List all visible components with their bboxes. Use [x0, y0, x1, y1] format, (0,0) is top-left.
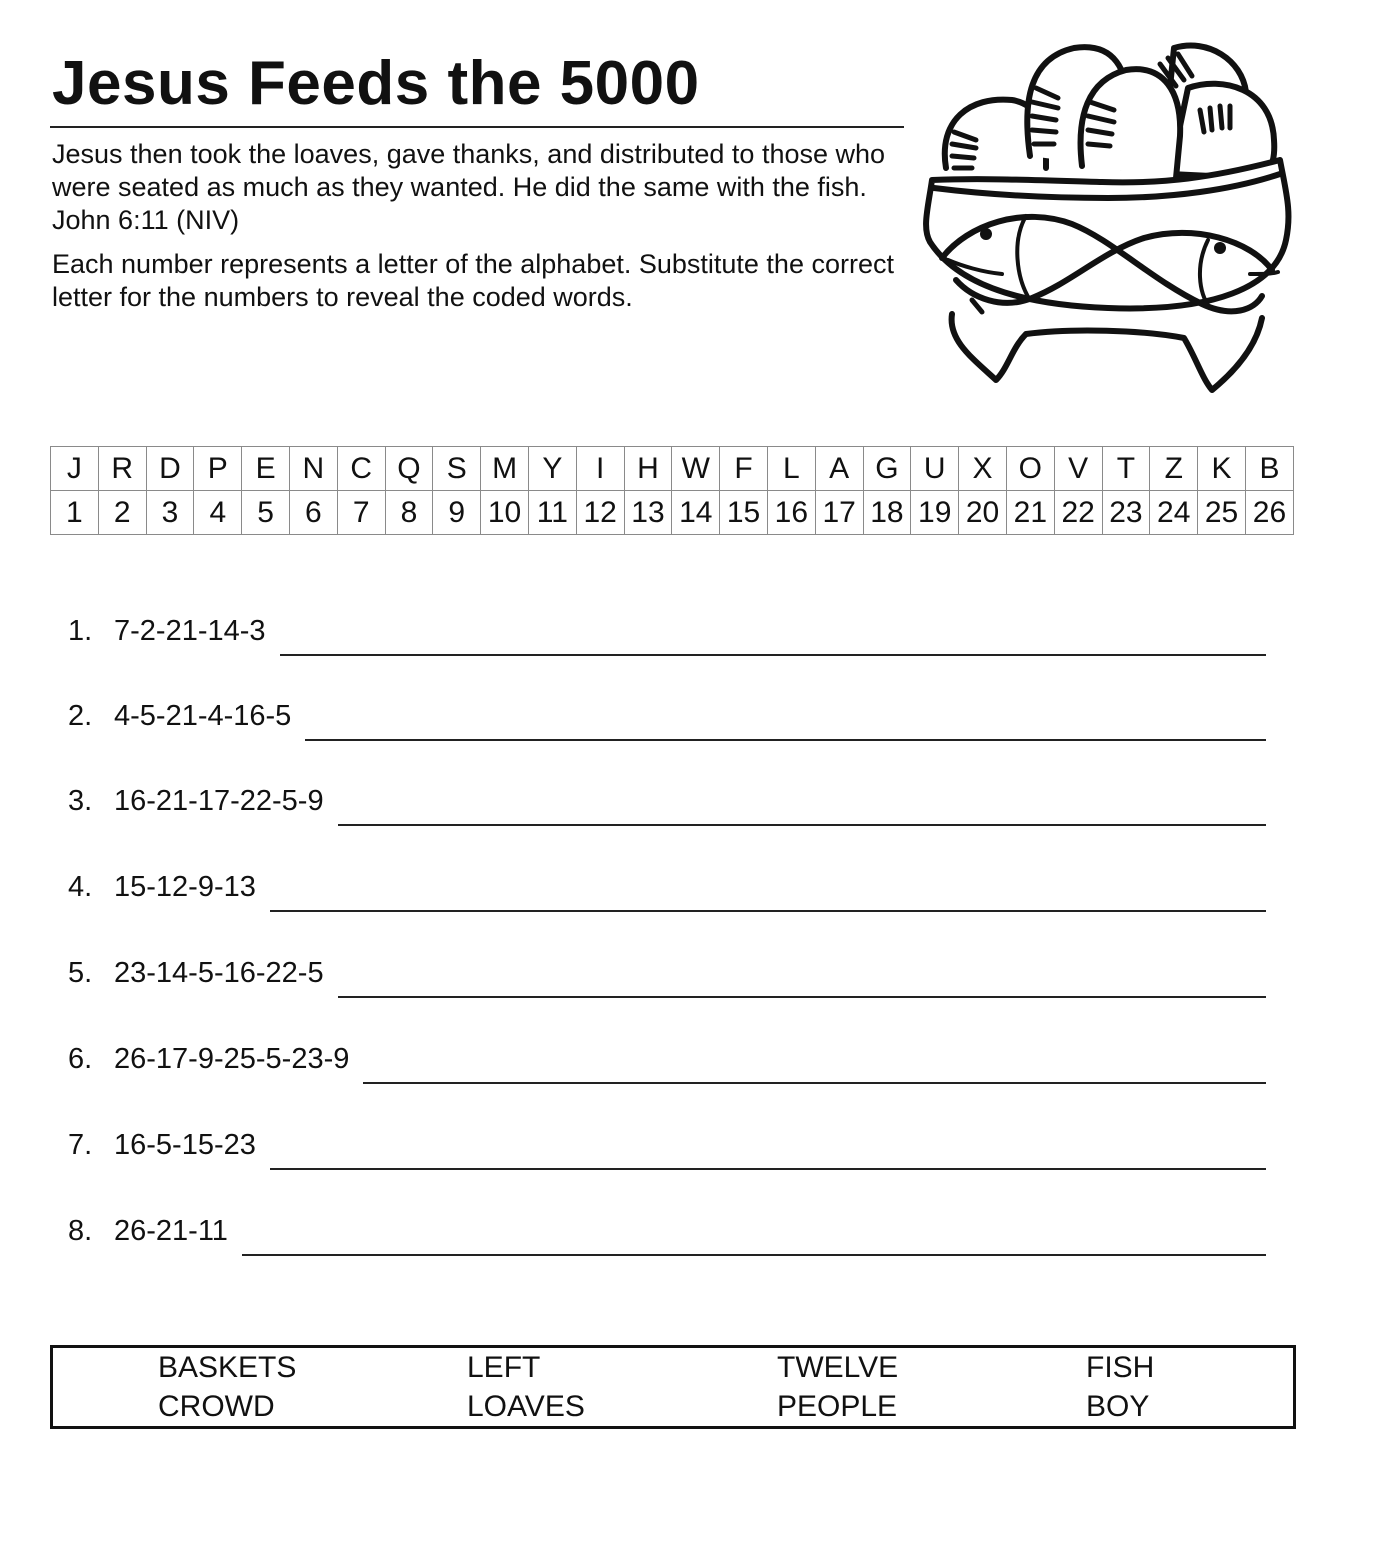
cipher-letter-cell: Y	[528, 447, 576, 491]
puzzle-number: 3.	[68, 785, 93, 817]
puzzle-item-4	[68, 864, 1266, 904]
cipher-number-cell: 3	[146, 491, 194, 535]
cipher-number-cell: 12	[576, 491, 624, 535]
answer-line[interactable]	[242, 1253, 1266, 1256]
bible-verse: Jesus then took the loaves, gave thanks, and distributed to those who were seated as much as they wanted. He did the same with the fish. John 6:11 (NIV)	[52, 139, 886, 235]
cipher-number-cell: 1	[51, 491, 99, 535]
puzzle-code: 16-21-17-22-5-9	[114, 785, 324, 817]
word-bank	[50, 1345, 1296, 1429]
cipher-letter-cell: H	[624, 447, 672, 491]
puzzle-code: 7-2-21-14-3	[114, 615, 266, 647]
cipher-number-cell: 8	[385, 491, 433, 535]
cipher-number-cell: 19	[911, 491, 959, 535]
cipher-key-letters-row	[51, 447, 1294, 491]
cipher-number-cell: 20	[959, 491, 1007, 535]
cipher-number-cell: 15	[720, 491, 768, 535]
cipher-number-cell: 21	[1006, 491, 1054, 535]
word-bank-column-2	[467, 1348, 585, 1426]
basket-of-loaves-and-fish-icon	[912, 28, 1302, 400]
word-bank-word: FISH	[1086, 1351, 1155, 1384]
page-title: Jesus Feeds the 5000	[52, 49, 700, 118]
cipher-letter-cell: V	[1054, 447, 1102, 491]
cipher-letter-cell: Q	[385, 447, 433, 491]
answer-line[interactable]	[270, 909, 1266, 912]
cipher-letter-cell: F	[720, 447, 768, 491]
cipher-number-cell: 14	[672, 491, 720, 535]
cipher-number-cell: 5	[242, 491, 290, 535]
word-bank-word: PEOPLE	[777, 1390, 898, 1423]
word-bank-column-3	[777, 1348, 898, 1426]
answer-line[interactable]	[338, 995, 1266, 998]
word-bank-word: LEFT	[467, 1351, 541, 1384]
cipher-number-cell: 22	[1054, 491, 1102, 535]
cipher-letter-cell: T	[1102, 447, 1150, 491]
cipher-number-cell: 13	[624, 491, 672, 535]
puzzle-number: 7.	[68, 1129, 93, 1161]
puzzle-number: 4.	[68, 871, 93, 903]
cipher-number-cell: 4	[194, 491, 242, 535]
cipher-letter-cell: X	[959, 447, 1007, 491]
cipher-letter-cell: N	[289, 447, 337, 491]
cipher-letter-cell: W	[672, 447, 720, 491]
puzzle-code: 4-5-21-4-16-5	[114, 700, 292, 732]
cipher-number-cell: 18	[863, 491, 911, 535]
instructions-text: Each number represents a letter of the alphabet. Substitute the correct letter for the numbers to reveal the coded words.	[52, 249, 894, 312]
cipher-letter-cell: B	[1245, 447, 1293, 491]
word-bank-column-1	[158, 1348, 296, 1426]
word-bank-word: BASKETS	[158, 1351, 297, 1384]
cipher-key-numbers-row	[51, 491, 1294, 535]
cipher-number-cell: 25	[1198, 491, 1246, 535]
cipher-letter-cell: D	[146, 447, 194, 491]
cipher-letter-cell: G	[863, 447, 911, 491]
puzzle-item-3	[68, 778, 1266, 818]
puzzle-code: 23-14-5-16-22-5	[114, 957, 324, 989]
puzzle-code: 16-5-15-23	[114, 1129, 256, 1161]
cipher-letter-cell: O	[1006, 447, 1054, 491]
answer-line[interactable]	[305, 738, 1266, 741]
word-bank-word: LOAVES	[467, 1390, 585, 1423]
puzzle-number: 6.	[68, 1043, 93, 1075]
cipher-number-cell: 9	[433, 491, 481, 535]
cipher-letter-cell: U	[911, 447, 959, 491]
puzzle-item-8	[68, 1208, 1266, 1248]
cipher-number-cell: 11	[528, 491, 576, 535]
puzzle-item-2	[68, 693, 1266, 733]
cipher-number-cell: 16	[767, 491, 815, 535]
answer-line[interactable]	[338, 823, 1266, 826]
puzzle-item-6	[68, 1036, 1266, 1076]
puzzle-code: 15-12-9-13	[114, 871, 256, 903]
answer-line[interactable]	[280, 653, 1266, 656]
cipher-letter-cell: Z	[1150, 447, 1198, 491]
puzzle-number: 5.	[68, 957, 93, 989]
cipher-letter-cell: A	[815, 447, 863, 491]
cipher-letter-cell: M	[481, 447, 529, 491]
cipher-number-cell: 10	[481, 491, 529, 535]
puzzle-number: 1.	[68, 615, 93, 647]
cipher-number-cell: 2	[98, 491, 146, 535]
cipher-letter-cell: C	[337, 447, 385, 491]
cipher-key-table	[50, 446, 1294, 535]
puzzle-item-1	[68, 608, 1266, 648]
cipher-number-cell: 24	[1150, 491, 1198, 535]
puzzle-code: 26-21-11	[114, 1215, 228, 1247]
cipher-number-cell: 6	[289, 491, 337, 535]
cipher-letter-cell: S	[433, 447, 481, 491]
puzzle-number: 2.	[68, 700, 93, 732]
answer-line[interactable]	[363, 1081, 1266, 1084]
puzzle-item-5	[68, 950, 1266, 990]
cipher-letter-cell: P	[194, 447, 242, 491]
word-bank-column-4	[1086, 1348, 1154, 1426]
title-underline	[50, 126, 904, 128]
word-bank-word: TWELVE	[777, 1351, 899, 1384]
cipher-number-cell: 17	[815, 491, 863, 535]
puzzle-code: 26-17-9-25-5-23-9	[114, 1043, 350, 1075]
cipher-letter-cell: I	[576, 447, 624, 491]
cipher-letter-cell: E	[242, 447, 290, 491]
answer-line[interactable]	[270, 1167, 1266, 1170]
cipher-letter-cell: R	[98, 447, 146, 491]
word-bank-word: CROWD	[158, 1390, 275, 1423]
cipher-number-cell: 23	[1102, 491, 1150, 535]
cipher-number-cell: 7	[337, 491, 385, 535]
cipher-letter-cell: K	[1198, 447, 1246, 491]
puzzle-item-7	[68, 1122, 1266, 1162]
cipher-number-cell: 26	[1245, 491, 1293, 535]
word-bank-word: BOY	[1086, 1390, 1150, 1423]
cipher-letter-cell: L	[767, 447, 815, 491]
puzzle-number: 8.	[68, 1215, 93, 1247]
cipher-letter-cell: J	[51, 447, 99, 491]
